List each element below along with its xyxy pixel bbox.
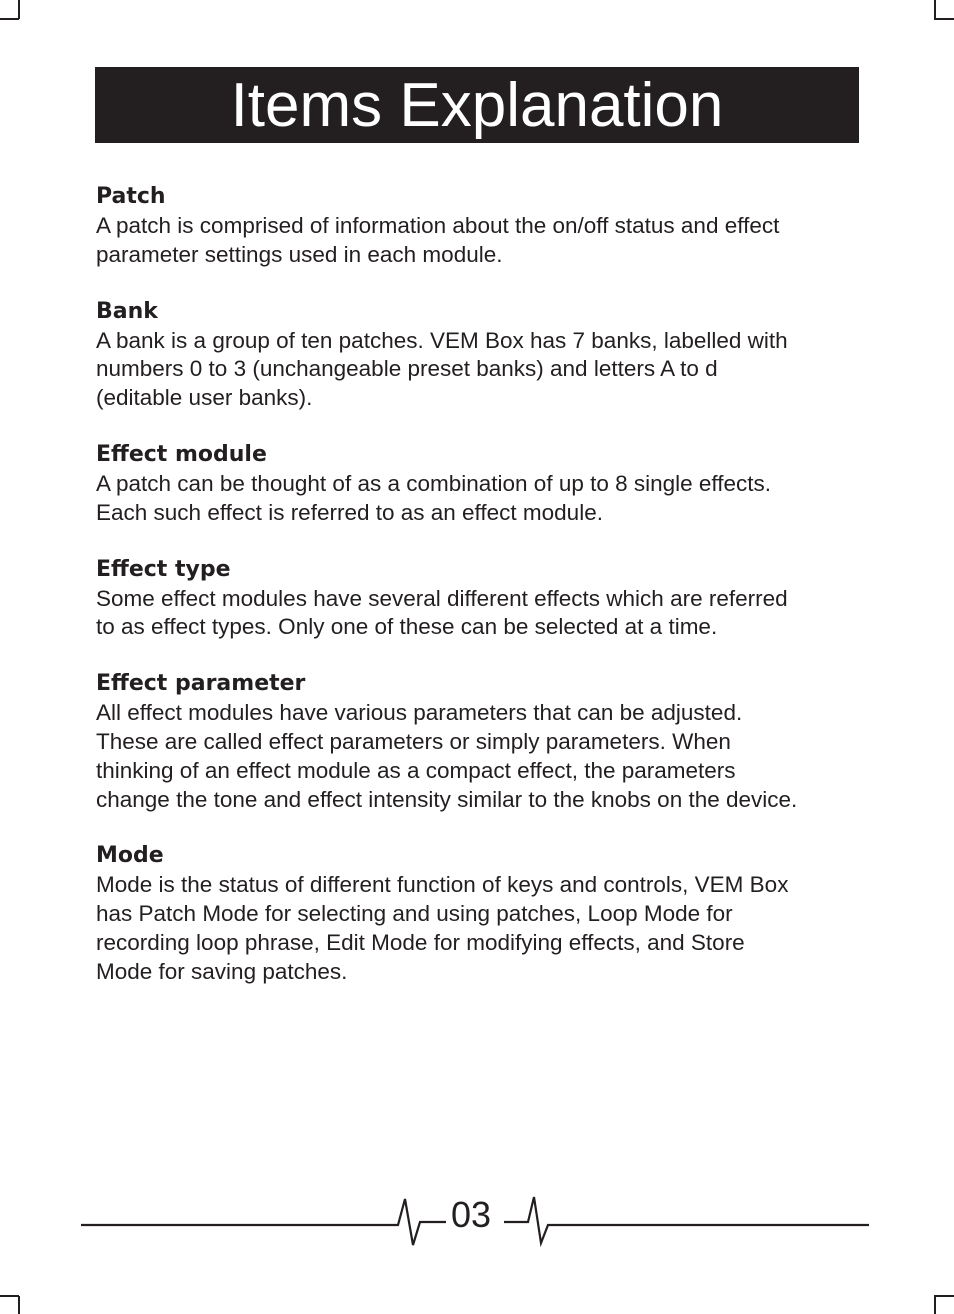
section-heading: Patch: [96, 184, 166, 209]
crop-mark-bottom-left-vertical: [18, 1296, 20, 1314]
crop-mark-top-left-horizontal: [0, 18, 19, 20]
section-body: A bank is a group of ten patches. VEM Box has 7 banks, labelled with numbers 0 to 3 (unchangeable preset banks) and letters A to d (editable user banks).: [96, 327, 788, 411]
section-body: A patch can be thought of as a combination of up to 8 single effects. Each such effect is referred to as an effect module.: [96, 470, 772, 525]
crop-mark-bottom-left-horizontal: [0, 1295, 19, 1297]
section-heading: Effect module: [96, 441, 267, 467]
crop-mark-bottom-right-horizontal: [934, 1295, 954, 1297]
section-heading: Effect type: [96, 556, 231, 582]
crop-mark-bottom-right-vertical: [934, 1296, 936, 1314]
section-heading: Effect parameter: [96, 671, 306, 697]
page-number: 03: [451, 1194, 492, 1235]
section-effect-parameter: [96, 670, 886, 814]
footer-pulse-right: [504, 1197, 869, 1243]
section-body: Some effect modules have several different effects which are referred to as effect types. Only one of these can be selected at a time.: [96, 585, 788, 640]
section-body: All effect modules have various parameters that can be adjusted. These are called effect parameters or simply parameters. When thinking of an effect module as a compact effect, the parameters change the tone and effect intensity similar to the knobs on the device.: [96, 700, 798, 812]
section-body: A patch is comprised of information about the on/off status and effect parameter settings used in each module.: [96, 213, 780, 267]
section-effect-type: [96, 556, 886, 643]
section-body: Mode is the status of different function of keys and controls, VEM Box has Patch Mode for selecting and using patches, Loop Mode for recording loop phrase, Edit Mode for modifying effects, and Store Mode for saving patches.: [96, 872, 789, 984]
section-mode: [96, 842, 886, 986]
crop-mark-top-left-vertical: [18, 0, 20, 19]
footer-pulse-left: [81, 1199, 446, 1245]
items-explanation-content: [96, 183, 886, 1015]
title-banner: [95, 67, 859, 143]
section-bank: [96, 298, 886, 413]
page-title: Items Explanation: [230, 71, 724, 140]
section-effect-module: [96, 441, 886, 528]
crop-mark-top-right-horizontal: [934, 18, 954, 20]
crop-mark-top-right-vertical: [934, 0, 936, 19]
section-patch: [96, 183, 886, 270]
section-heading: Mode: [96, 843, 164, 869]
section-heading: Bank: [96, 298, 158, 324]
